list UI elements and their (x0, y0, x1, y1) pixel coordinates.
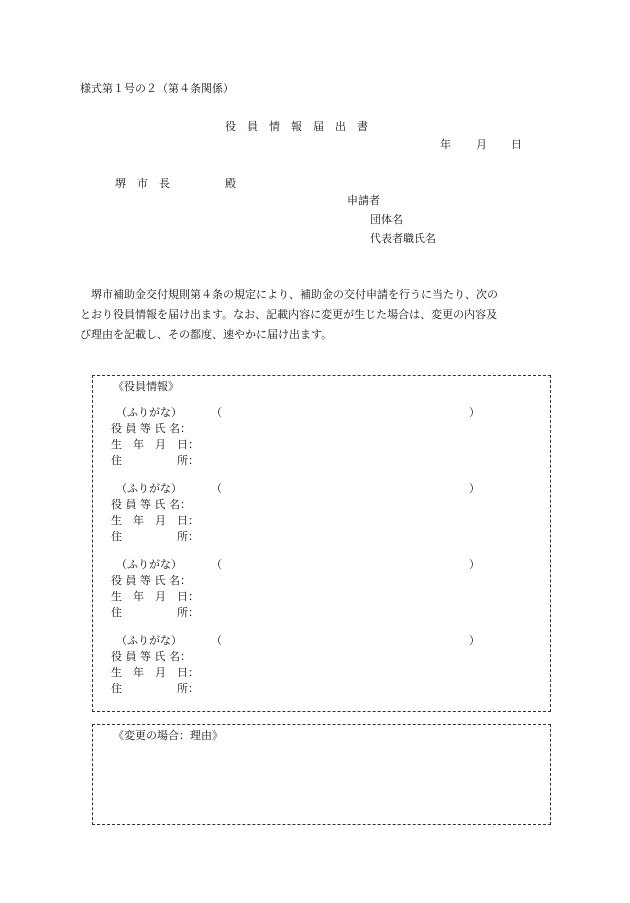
birth-date-label: 生 年 月 日： (111, 666, 199, 679)
officer-name-label: 役 員 等 氏 名： (111, 650, 191, 663)
page-title: 役 員 情 報 届 出 書 (225, 120, 368, 133)
form-number: 様式第１号の２（第４条関係） (80, 82, 234, 95)
address-label: 住 所： (111, 682, 199, 695)
addressee: 堺 市 長 殿 (115, 177, 236, 190)
body-line: 堺市補助金交付規則第４条の規定により、補助金の交付申請を行うに当たり、次の (80, 288, 498, 301)
officer-name-label: 役 員 等 氏 名： (111, 422, 191, 435)
birth-date-label: 生 年 月 日： (111, 438, 199, 451)
address-label: 住 所： (111, 454, 199, 467)
body-line: び理由を記載し、その都度、速やかに届け出ます。 (80, 328, 333, 341)
furigana-label: （ふりがな） (116, 634, 182, 647)
furigana-close-paren: ） (469, 558, 480, 571)
officer-info-box (92, 375, 551, 712)
body-paragraph (80, 285, 550, 345)
furigana-open-paren: （ (211, 482, 222, 495)
furigana-open-paren: （ (211, 634, 222, 647)
furigana-open-paren: （ (211, 558, 222, 571)
address-label: 住 所： (111, 606, 199, 619)
officer-name-label: 役 員 等 氏 名： (111, 498, 191, 511)
furigana-close-paren: ） (469, 406, 480, 419)
applicant-org-label: 団体名 (370, 213, 403, 226)
address-label: 住 所： (111, 530, 199, 543)
change-reason-box (92, 724, 551, 825)
furigana-close-paren: ） (469, 482, 480, 495)
applicant-heading: 申請者 (347, 194, 380, 207)
body-line: とおり役員情報を届け出ます。なお、記載内容に変更が生じた場合は、変更の内容及 (80, 308, 498, 321)
officer-box-heading: 《役員情報》 (113, 380, 179, 393)
applicant-rep-label: 代表者職氏名 (370, 232, 436, 245)
date-day-label: 日 (511, 138, 522, 151)
birth-date-label: 生 年 月 日： (111, 590, 199, 603)
furigana-label: （ふりがな） (116, 482, 182, 495)
date-year-label: 年 (440, 138, 451, 151)
furigana-label: （ふりがな） (116, 558, 182, 571)
furigana-label: （ふりがな） (116, 406, 182, 419)
furigana-close-paren: ） (469, 634, 480, 647)
officer-name-label: 役 員 等 氏 名： (111, 574, 191, 587)
change-box-heading: 《変更の場合：理由》 (113, 729, 223, 742)
birth-date-label: 生 年 月 日： (111, 514, 199, 527)
date-month-label: 月 (476, 138, 487, 151)
furigana-open-paren: （ (211, 406, 222, 419)
